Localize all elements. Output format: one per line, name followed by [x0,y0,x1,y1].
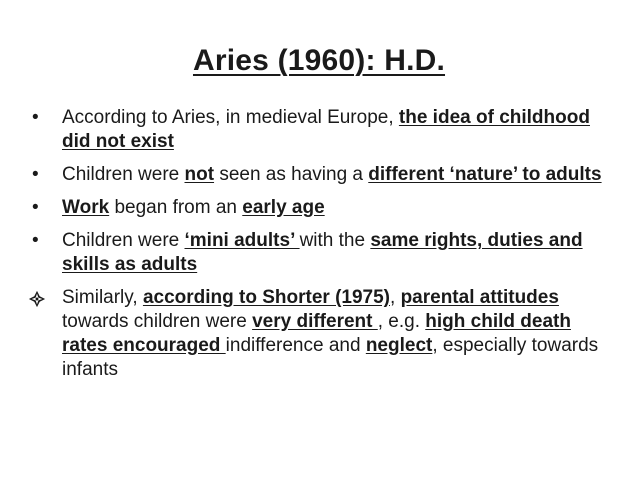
bullet-item [24,196,620,220]
emphasis-text: very different [252,311,378,332]
text-run: Children were [62,164,185,185]
sub-point [24,286,620,382]
bullet-item [24,229,620,277]
text-run: , [390,287,401,308]
bullet-text [62,164,602,185]
bullet-item [24,163,620,187]
bullet-marker: • [32,107,39,128]
emphasis-text: ‘mini adults’ [184,230,300,251]
emphasis-text: high child death rates encouraged [62,311,571,356]
bullet-text [62,230,583,275]
text-run: Children were [62,230,185,251]
emphasis-text: early age [242,197,325,218]
text-run: According to Aries, in medieval Europe, [62,107,399,128]
bullet-item [24,106,620,154]
text-run: indifference and [225,335,366,356]
emphasis-text: same rights, duties and skills as adults [62,230,583,275]
text-run: seen as having a [214,164,369,185]
bullet-text [62,197,325,218]
emphasis-text: different ‘nature’ to adults [368,164,602,185]
emphasis-text: according to Shorter (1975) [142,287,390,308]
slide-title: Aries (1960): H.D. [192,44,446,77]
text-run: began from an [109,197,243,218]
sub-point-text [62,287,598,380]
bullet-list [24,106,620,382]
text-run: , especially towards infants [62,335,599,380]
diamond-bullet-icon [28,290,46,308]
emphasis-text: parental attitudes [400,287,559,308]
emphasis-text: not [184,164,215,185]
bullet-marker: • [32,164,39,185]
bullet-marker: • [32,230,39,251]
emphasis-text: neglect [365,335,433,356]
text-run: Similarly, [62,287,143,308]
text-run: , e.g. [377,311,426,332]
text-run: towards children were [62,311,253,332]
emphasis-text: the idea of childhood did not exist [62,107,590,152]
bullet-text [62,107,590,152]
text-run: with the [299,230,371,251]
bullet-marker: • [32,197,39,218]
emphasis-text: Work [62,197,110,218]
